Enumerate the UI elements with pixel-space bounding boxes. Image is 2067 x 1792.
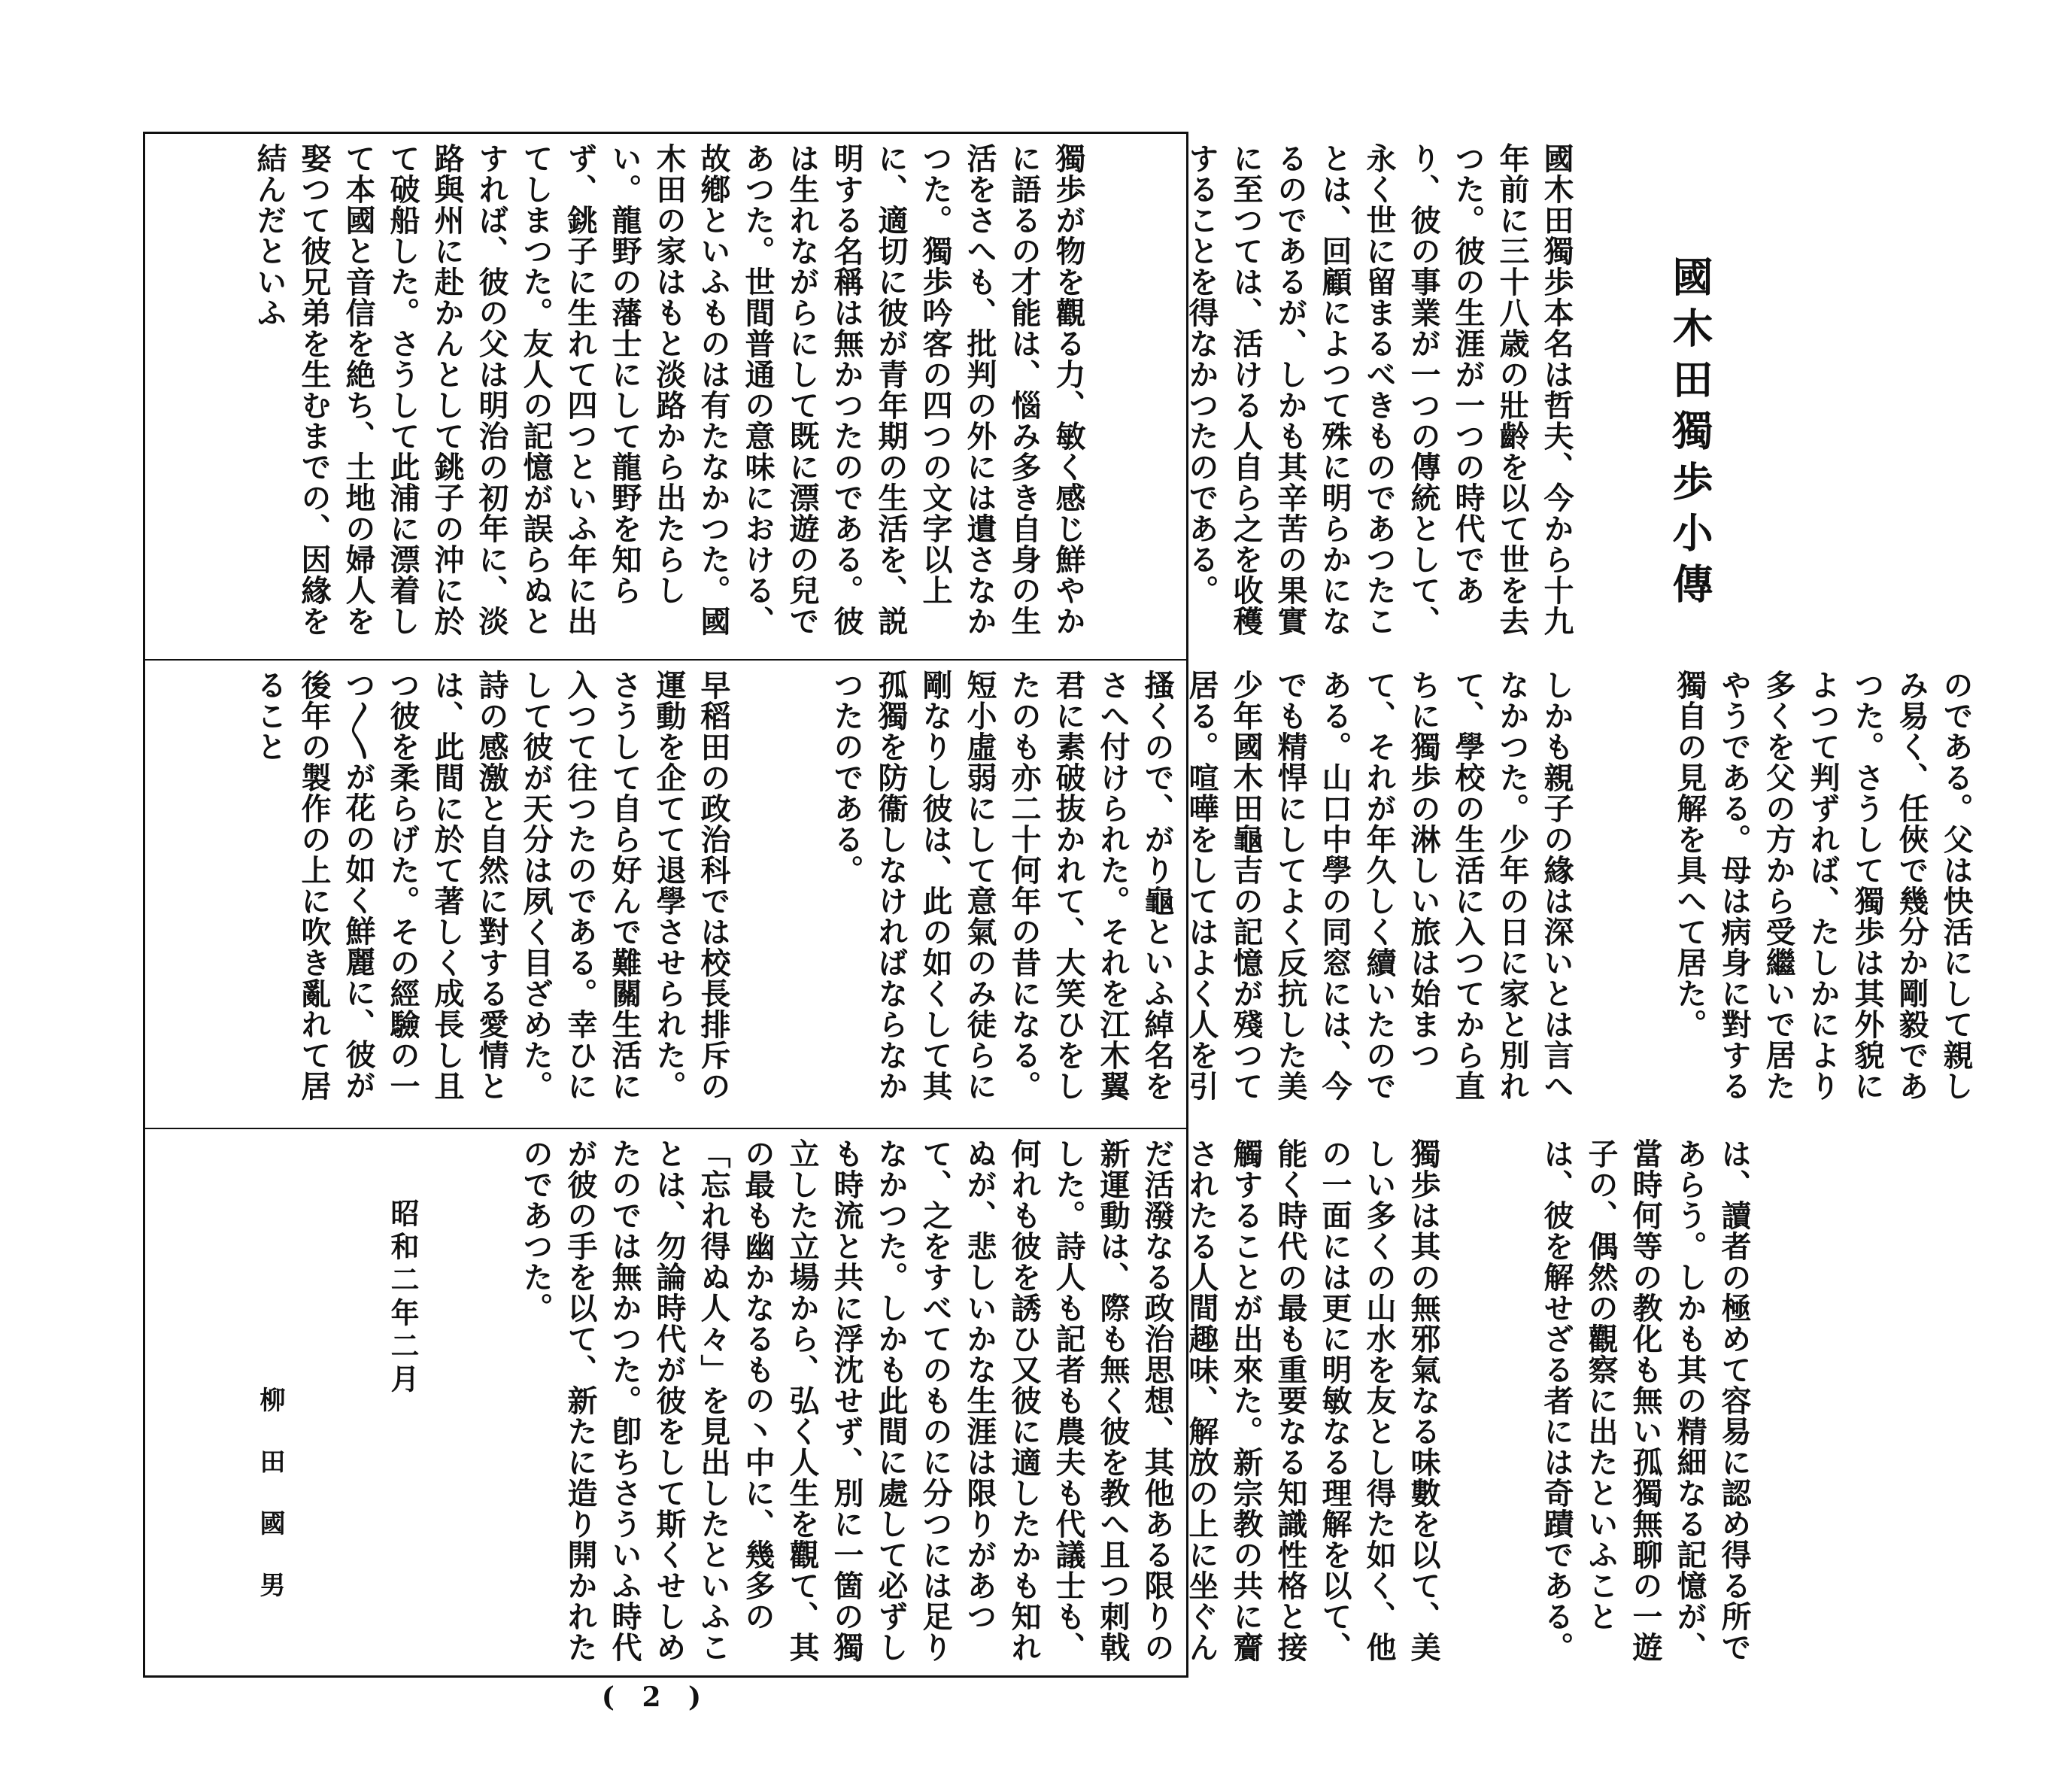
paragraph: のである。父は快活にして親しみ易く、任俠で幾分か剛毅であつた。さうして獨歩は其外貌によつて判ずれば、たしかにより多くを父の方から受繼いで居たやうである。母は病身に對する獨自の見解を具へて居た。 xyxy=(1672,670,1974,1101)
paragraph: は、讀者の極めて容易に認め得る所であらう。しかも其の精細なる記憶が、當時何等の教化も無い孤獨無聊の一遊子の、偶然の觀察に出たといふことは、彼を解せざる者には奇蹟である。 xyxy=(1539,1138,1752,1663)
page-frame xyxy=(143,132,1974,1678)
article-author: 柳田國男 xyxy=(255,1387,285,1633)
section-top xyxy=(159,143,1714,655)
page-number: ( 2 ) xyxy=(601,1681,711,1713)
section-bottom xyxy=(159,1138,1752,1665)
paragraph: 早稻田の政治科では校長排斥の運動を企てて退學させられた。さうして自ら好んで難關生活に入つて往つたのである。幸ひにして彼が天分は夙く目ざめた。詩の感激と自然に對する愛情とは、此間に於て著しく成長し且つ彼を柔らげた。その經驗の一つ〳〵が花の如く鮮麗に、彼が後年の製作の上に吹き亂れて居ること xyxy=(252,670,731,1101)
section-middle-text xyxy=(159,670,2067,1121)
article-date: 昭和二年二月 xyxy=(386,1198,420,1397)
section-top-text xyxy=(159,143,1801,655)
paragraph: 國木田獨歩本名は哲夫、今から十九年前に三十八歳の壯齡を以て世を去つた。彼の生涯が一つの時代であり、彼の事業が一つの傳統として、永く世に留まるべきものであつたことは、回顧によつて殊に明らかになるのであるが、しかも其辛苦の果實に至つては、活ける人自ら之を收穫することを得なかつたのである。 xyxy=(1184,143,1574,636)
section-middle xyxy=(159,670,1974,1121)
article-title: 國木田獨歩小傳 xyxy=(1666,256,1714,614)
section-bottom-text xyxy=(159,1138,1845,1665)
paragraph: しかも親子の緣は深いとは言へなかつた。少年の日に家と別れて、學校の生活に入つてから直ちに獨歩の淋しい旅は始まつて、それが年久しく續いたのである。山口中學の同窓には、今でも精悍にしてよく反抗した美少年國木田龜吉の記憶が殘つて居る。喧嘩をしてはよく人を引搔くので、がり龜といふ綽名をさへ付けられた。それを江木翼君に素破抜かれて、大笑ひをしたのも亦二十何年の昔になる。短小虛弱にして意氣のみ徒らに剛なりし彼は、此の如くして其孤獨を防衞しなければならなかつたのである。 xyxy=(829,670,1574,1101)
section-divider xyxy=(145,659,1186,661)
paragraph: 獨歩は其の無邪氣なる味數を以て、美しい多くの山水を友とし得た如く、他の一面には更に明敏なる理解を以て、能く時代の最も重要なる知識性格と接觸することが出來た。新宗教の共に齎されたる人間趣味、解放の上に坐ぐんだ活潑なる政治思想、其他ある限りの新運動は、際も無く彼を教へ且つ刺戟した。詩人も記者も農夫も代議士も、何れも彼を誘ひ又彼に適したかも知れぬが、悲しいかな生涯は限りがあつて、之をすべてのものに分つには足りなかつた。しかも此間に處して必ずしも時流と共に浮沈せず、別に一箇の獨立した立場から、弘く人生を觀て、其の最も幽かなるもの丶中に、幾多の「忘れ得ぬ人々」を見出したといふことは、勿論時代が彼をして斯くせしめたのでは無かつた。卽ちさういふ時代が彼の手を以て、新たに造り開かれたのであつた。 xyxy=(518,1138,1441,1663)
section-divider xyxy=(145,1128,1186,1129)
paragraph: 獨歩が物を觀る力、敏く感じ鮮やかに語るの才能は、惱み多き自身の生活をさへも、批判の外には遺さなかつた。獨歩吟客の四つの文字以上に、適切に彼が青年期の生活を、説明する名稱は無かつたのである。彼は生れながらにして既に漂遊の兒であつた。世間普通の意味における、故鄕といふものは有たなかつた。國木田の家はもと淡路から出たらしい。龍野の藩士にして龍野を知らず、銚子に生れて四つといふ年に出てしまつた。友人の記憶が誤らぬとすれば、彼の父は明治の初年に、淡路與州に赴かんとして銚子の沖に於て破船した。さうして此浦に漂着して本國と音信を絶ち、土地の婦人を娶つて彼兄弟を生むまでの、因緣を結んだといふ xyxy=(252,143,1086,636)
